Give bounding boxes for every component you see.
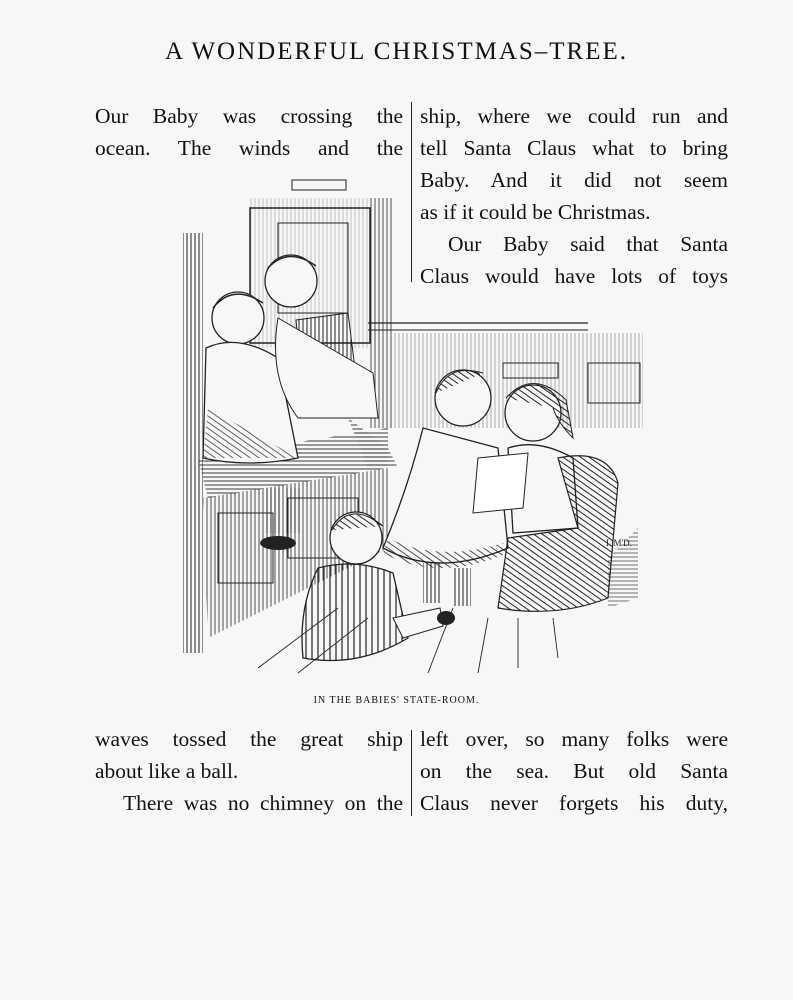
text-line: tell Santa Claus what to bring (420, 136, 728, 160)
text-line: Claus would have lots of toys (420, 264, 728, 288)
page-title: A WONDERFUL CHRISTMAS–TREE. (164, 38, 629, 65)
bottom-left-column (95, 723, 403, 819)
text-line: ship, where we could run and (420, 104, 728, 128)
text-line: There was no chimney on the (123, 791, 403, 815)
illustration-caption: IN THE BABIES' STATE-ROOM. (313, 695, 480, 706)
text-line: on the sea. But old Santa (420, 759, 728, 783)
text-line: as if it could be Christmas. (420, 200, 651, 224)
bottom-right-column (420, 723, 728, 819)
text-line: about like a ball. (95, 759, 239, 783)
artist-signature: I. M'D. (606, 538, 632, 548)
text-line: waves tossed the great ship (95, 727, 403, 751)
top-left-column (95, 100, 403, 164)
text-line: Claus never forgets his duty, (420, 791, 728, 815)
text-line: Baby. And it did not seem (420, 168, 728, 192)
text-line: ocean. The winds and the (95, 136, 403, 160)
text-line: Our Baby said that Santa (448, 232, 728, 256)
illustration (178, 168, 646, 683)
column-divider (411, 730, 412, 816)
text-line: Our Baby was crossing the (95, 104, 403, 128)
text-line: left over, so many folks were (420, 727, 728, 751)
